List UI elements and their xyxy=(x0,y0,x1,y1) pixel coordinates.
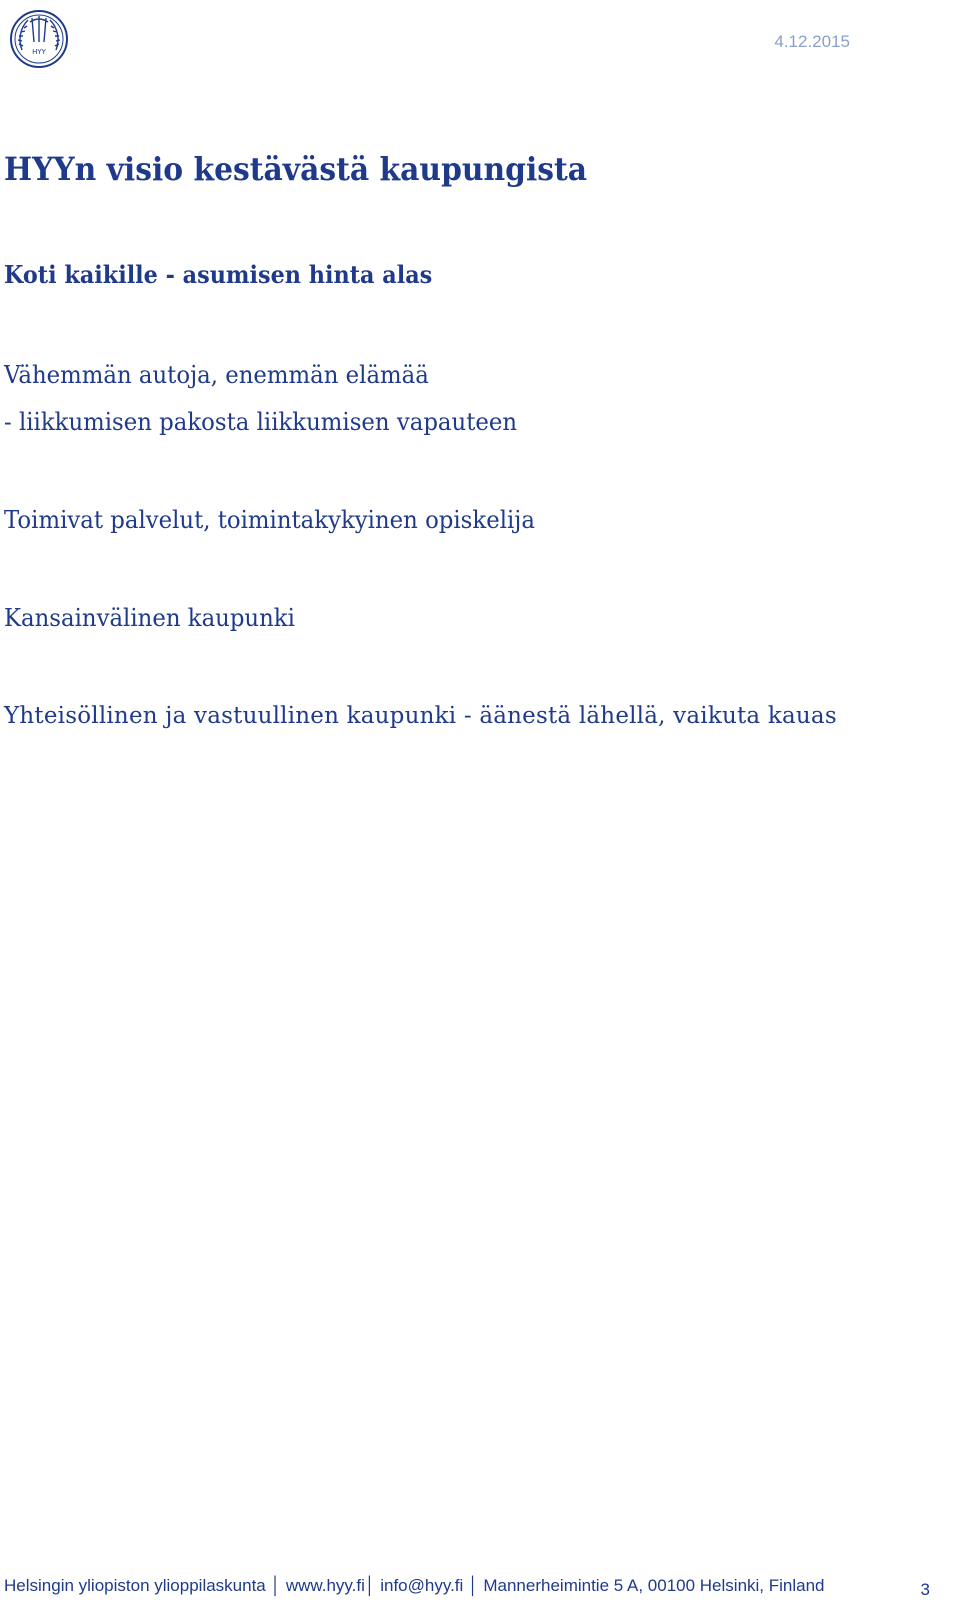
footer-contact-info: Helsingin yliopiston ylioppilaskunta │ www.hyy.fi│ info@hyy.fi │ Mannerheimintie 5 A, 00100 Helsinki, Finland xyxy=(4,1576,825,1595)
vision-point: - liikkumisen pakosta liikkumisen vapauteen xyxy=(4,408,518,436)
document-date: 4.12.2015 xyxy=(774,32,850,51)
page-title: HYYn visio kestävästä kaupungista xyxy=(4,150,588,188)
vision-point: Toimivat palvelut, toimintakykyinen opiskelija xyxy=(4,506,535,534)
vision-point: Kansainvälinen kaupunki xyxy=(4,604,295,632)
vision-point: Vähemmän autoja, enemmän elämää xyxy=(4,361,429,389)
vision-point: Yhteisöllinen ja vastuullinen kaupunki - äänestä lähellä, vaikuta kauas xyxy=(4,703,837,729)
hyy-seal-logo-icon xyxy=(8,6,70,72)
subtitle: Koti kaikille - asumisen hinta alas xyxy=(4,260,433,289)
page-number: 3 xyxy=(920,1580,930,1599)
svg-text:HYY: HYY xyxy=(32,48,46,56)
